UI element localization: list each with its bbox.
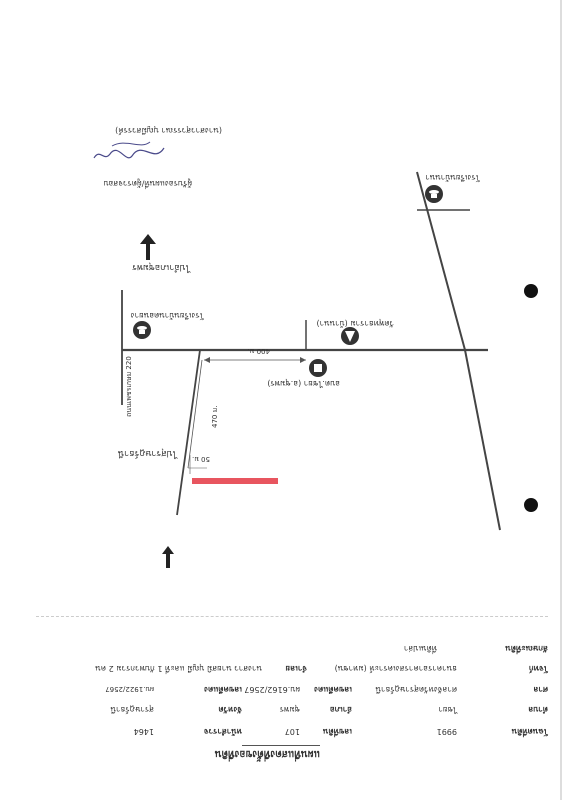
row4-key1: โจทก์ bbox=[528, 664, 548, 673]
parcel-access-road bbox=[177, 350, 200, 515]
label-school2: โรงเรียนบ้านนา bbox=[425, 173, 480, 182]
label-up-road: ไปอำเภอชุมพร bbox=[132, 262, 190, 272]
label-down-road: ไปสุราษฎร์ธานี bbox=[117, 448, 177, 458]
row4-val1: ธนาคารอาคารสงเคราะห์ (มหาชน) bbox=[334, 664, 457, 673]
row3-val1: ศาลจังหวัดสุราษฎร์ธานี bbox=[375, 685, 457, 694]
row1-val2: 107 bbox=[284, 727, 300, 736]
label-distance-400: 400 ม. bbox=[247, 347, 270, 355]
row1-val1: 9991 bbox=[436, 727, 457, 736]
label-distance-50: 50 ม. bbox=[192, 455, 210, 463]
row2-val3: สุราษฎร์ธานี bbox=[110, 705, 154, 714]
dim-arrow bbox=[300, 357, 306, 363]
arrow-down-direction-icon bbox=[140, 234, 156, 260]
distance-470-line bbox=[188, 360, 202, 468]
signature-name: (นางสาวสุวรรณา บุญมีสวรรค์) bbox=[115, 126, 222, 135]
page-title: แผนที่แสดงที่ตั้งของที่ดิน bbox=[214, 748, 320, 759]
row2-key3: จังหวัด bbox=[218, 705, 242, 714]
row2-key1: ตำบล bbox=[528, 705, 548, 714]
row5-key1: ลักษณะที่ดิน bbox=[505, 644, 548, 653]
row4-val2: นางสาว นายสมิ บุญมี และที่ 1 กับพวกรวม 2 คน bbox=[95, 664, 262, 673]
row3-val3: ผบ.1922/2567 bbox=[105, 685, 154, 693]
school-icon bbox=[133, 321, 151, 339]
label-school: โรงเรียนบ้านดอนยาง bbox=[130, 311, 204, 320]
temple-icon bbox=[341, 327, 359, 345]
row5-val1: ที่ดินเปล่า bbox=[403, 644, 437, 653]
label-temple: วัดพุทธาราม (บ้านนา) bbox=[316, 319, 394, 328]
row4-key2: จำเลย bbox=[285, 664, 307, 673]
row1-key2: เลขที่ดิน bbox=[322, 727, 352, 736]
left-diagonal-road bbox=[465, 350, 500, 530]
handwritten-signature bbox=[90, 134, 170, 170]
office-icon bbox=[309, 359, 327, 377]
row2-val2: ชุมพร bbox=[279, 705, 300, 714]
label-distance-470: 470 ม. bbox=[211, 405, 219, 428]
row3-key3: เลขคดีแดง bbox=[204, 685, 242, 694]
row2-val1: ไชยา bbox=[438, 705, 457, 714]
land-parcel-marker bbox=[192, 478, 278, 484]
row3-val2: ผบ.6162/2567 bbox=[244, 685, 300, 694]
school2-icon bbox=[425, 185, 443, 203]
row1-key3: หน้าสำรวจ bbox=[203, 727, 242, 736]
signature-role: ผู้รับรองแผนที่/ผู้ตรวจสอบ bbox=[103, 179, 192, 188]
row3-key2: เลขคดีแดง bbox=[314, 685, 352, 694]
label-main-road: ถนนเพชรเกษม 220 bbox=[125, 356, 133, 417]
row1-key1: โฉนดที่ดิน bbox=[511, 727, 548, 736]
dim-arrow bbox=[204, 357, 210, 363]
label-office: อบต.ไชยา (อ.ชุมพร) bbox=[267, 379, 340, 388]
arrow-up-direction-icon bbox=[162, 546, 174, 568]
row2-key2: อำเภอ bbox=[329, 705, 352, 714]
row3-key1: ศาล bbox=[533, 685, 548, 694]
row1-val3: 1464 bbox=[133, 727, 154, 736]
